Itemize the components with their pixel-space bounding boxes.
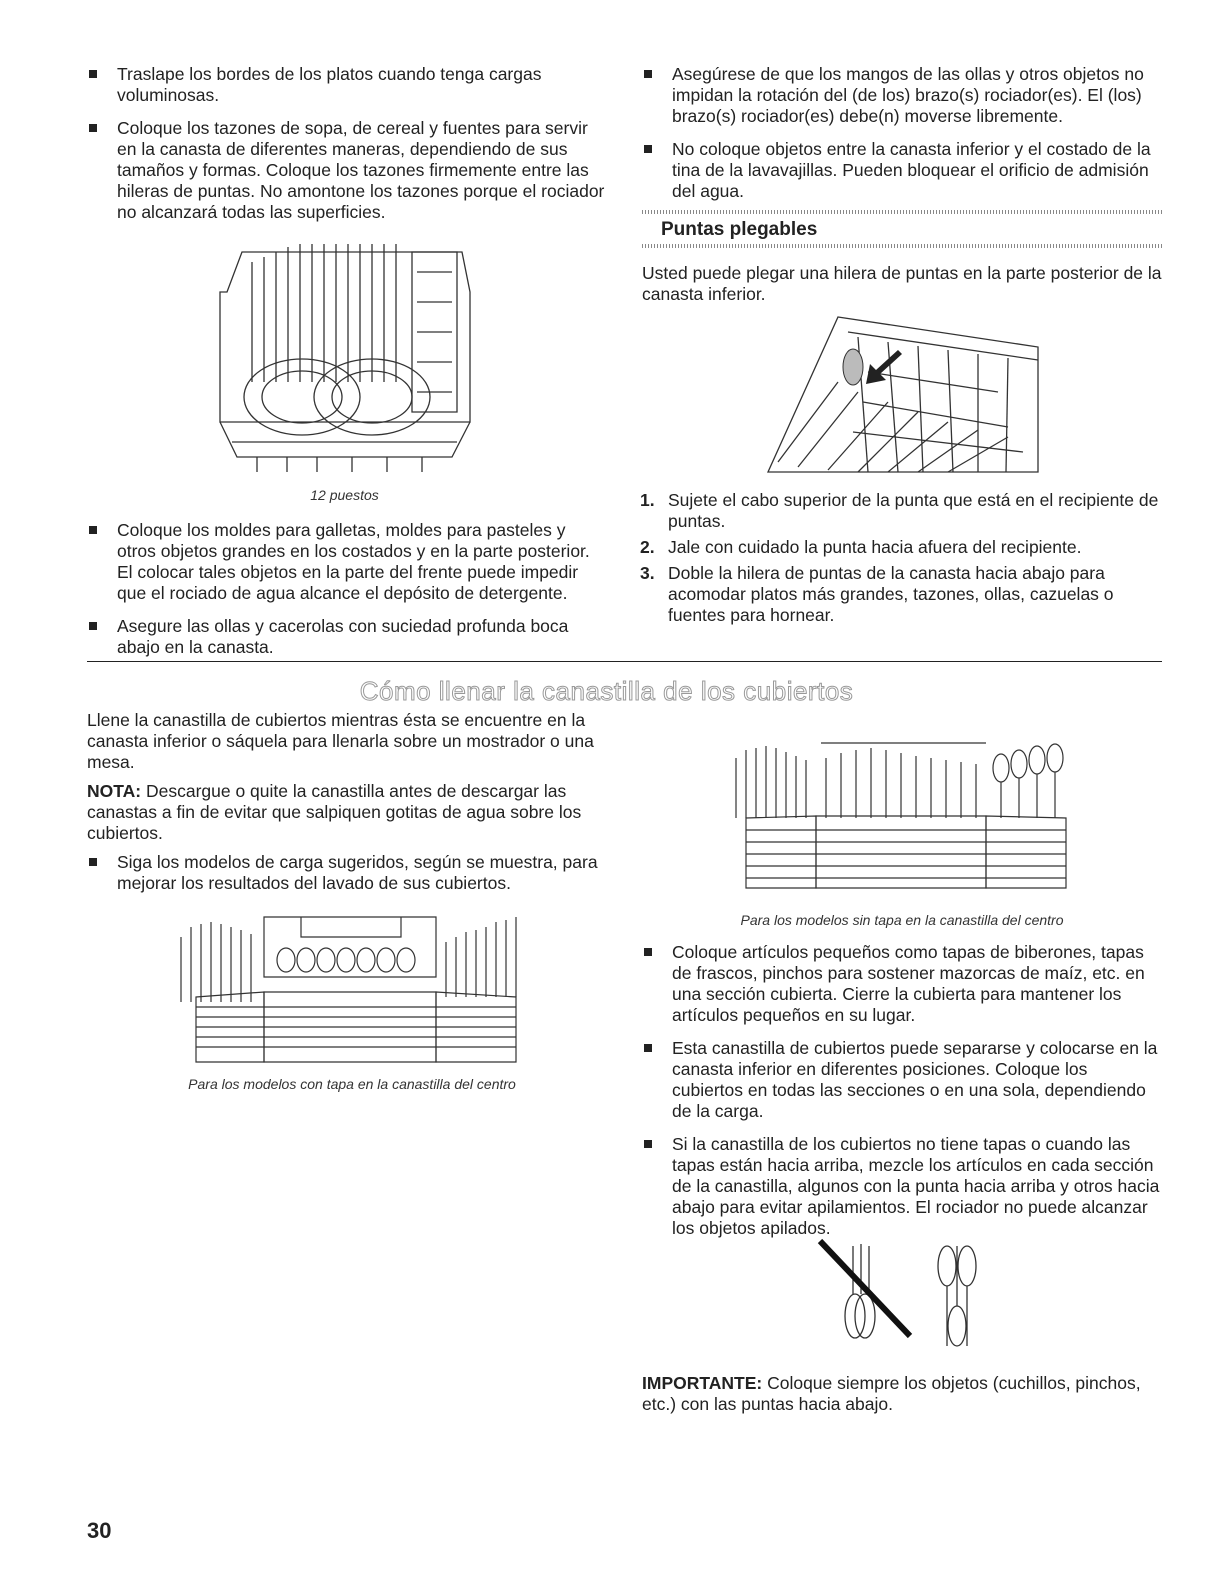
step-text: Doble la hilera de puntas de la canasta hacia abajo para acomodar platos más grandes, tazones, ollas, cazuelas o fuentes para hornear.	[668, 563, 1114, 625]
subsection-intro	[642, 263, 1162, 313]
bullet-item: Coloque los moldes para galletas, moldes para pasteles y otros objetos grandes en los costados y en la parte posterior. El colocar tales objetos en la parte del frente puede impedir que el rociado de agua alcance el depósito de detergente.	[87, 520, 607, 604]
right-bottom-column	[642, 942, 1162, 1251]
subheading: Puntas plegables	[661, 219, 818, 240]
step-item	[640, 537, 1162, 558]
section-title: Cómo llenar la canastilla de los cubiertos	[359, 676, 854, 706]
intro-paragraph: Usted puede plegar una hilera de puntas en la parte posterior de la canasta inferior.	[642, 263, 1162, 304]
right-top-column	[642, 64, 1162, 214]
step-number: 2.	[640, 537, 655, 557]
figure-caption: 12 puestos	[310, 487, 379, 503]
bullet-item: Siga los modelos de carga sugeridos, según se muestra, para mejorar los resultados del lavado de sus cubiertos.	[87, 852, 617, 894]
left-top-column	[87, 64, 607, 235]
bullet-item: Asegúrese de que los mangos de las ollas y otros objetos no impidan la rotación del (de los) brazo(s) rociador(es). El (los) brazo(s) rociador(es) debe(n) moverse libremente.	[642, 64, 1162, 127]
bullet-item: Traslape los bordes de los platos cuando tenga cargas voluminosas.	[87, 64, 607, 106]
important-label: IMPORTANTE:	[642, 1373, 763, 1393]
left-bottom-column	[87, 710, 617, 906]
step-text: Sujete el cabo superior de la punta que está en el recipiente de puntas.	[668, 490, 1159, 531]
bullet-item: Esta canastilla de cubiertos puede separarse y colocarse en la canasta inferior en diferentes posiciones. Coloque los cubiertos en todas las secciones o en una sola, dependiendo de la carga.	[642, 1038, 1162, 1122]
page-number: 30	[87, 1518, 112, 1543]
step-text: Jale con cuidado la punta hacia afuera del recipiente.	[668, 537, 1082, 557]
bullet-item: No coloque objetos entre la canasta inferior y el costado de la tina de la lavavajillas. Pueden bloquear el orificio de admisión del agua.	[642, 139, 1162, 202]
note-paragraph	[87, 781, 617, 844]
dish-rack-illustration	[212, 232, 477, 482]
important-paragraph	[642, 1373, 1162, 1415]
bullet-item: Asegure las ollas y cacerolas con suciedad profunda boca abajo en la canasta.	[87, 616, 607, 658]
section-divider	[87, 661, 1162, 662]
subheading-rule-bottom	[642, 244, 1162, 248]
steps-list	[640, 490, 1162, 631]
step-item	[640, 563, 1162, 626]
section-intro: Llene la canastilla de cubiertos mientras ésta se encuentre en la canasta inferior o sáquela para llenarla sobre un mostrador o una mesa.	[87, 710, 594, 772]
stacking-illustration	[815, 1236, 995, 1356]
step-item	[640, 490, 1162, 532]
step-number: 1.	[640, 490, 655, 510]
step-number: 3.	[640, 563, 655, 583]
basket-without-lids-illustration	[731, 738, 1071, 893]
bullet-item: Coloque los tazones de sopa, de cereal y fuentes para servir en la canasta de diferentes maneras, dependiendo de sus tamaños y formas. Coloque los tazones firmemente entre las hileras de puntas. No amontone los tazones porque el rociador no alcanzará todas las superficies.	[87, 118, 607, 223]
important-text: Coloque siempre los objetos (cuchillos, pinchos, etc.) con las puntas hacia abajo.	[642, 1373, 1141, 1414]
note-label: NOTA:	[87, 781, 142, 801]
bullet-item: Coloque artículos pequeños como tapas de biberones, tapas de frascos, pinchos para sostener mazorcas de maíz, etc. en una sección cubierta. Cierre la cubierta para mantener los artículos pequeños en su lugar.	[642, 942, 1162, 1026]
basket-with-lids-illustration	[176, 912, 524, 1067]
left-top-column-lower	[87, 520, 607, 670]
important-note	[642, 1373, 1162, 1423]
note-text: Descargue o quite la canastilla antes de descargar las canastas a fin de evitar que salpiquen gotitas de agua sobre los cubiertos.	[87, 781, 582, 843]
caption-with-lid: Para los modelos con tapa en la canastilla del centro	[188, 1076, 516, 1092]
folding-tines-illustration	[758, 312, 1043, 484]
bullet-item: Si la canastilla de los cubiertos no tiene tapas o cuando las tapas están hacia arriba, mezcle los artículos en cada sección de la canastilla, algunos con la punta hacia arriba y otros hacia abajo para evitar apilamientos. El rociador no puede alcanzar los objetos apilados.	[642, 1134, 1162, 1239]
subheading-rule-top	[642, 210, 1162, 214]
caption-without-lid: Para los modelos sin tapa en la canastilla del centro	[740, 912, 1064, 928]
